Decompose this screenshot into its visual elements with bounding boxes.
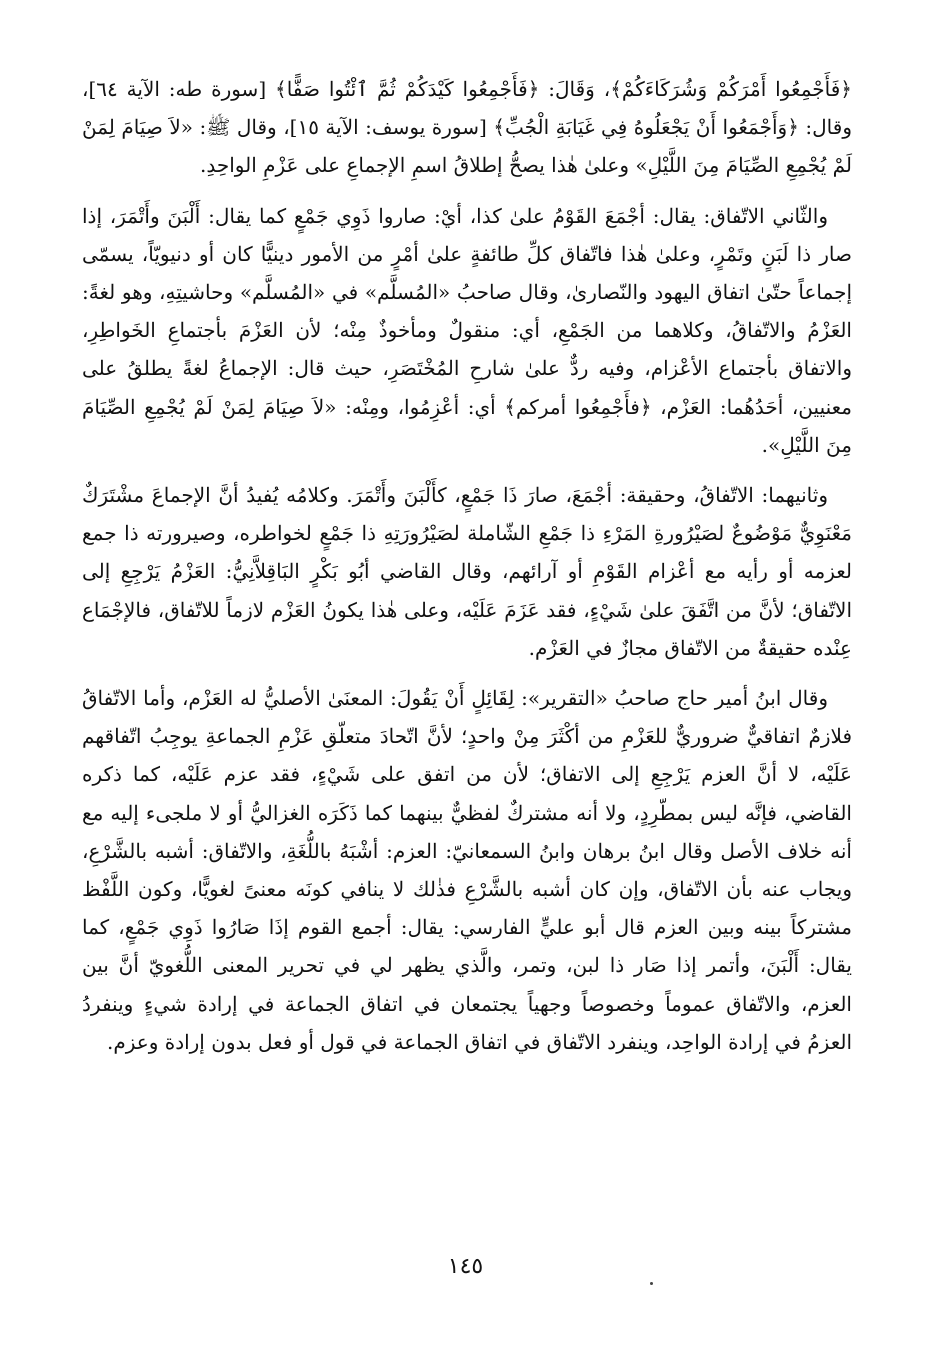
paragraph-1: ﴿فَأَجْمِعُوا أَمْرَكُمْ وَشُرَكَاءَكُمْ﴾، وَقَالَ: ﴿فَأَجْمِعُوا كَيْدَكُمْ ثُمَّ ٱئْتُوا صَفًّا﴾ [سورة طه: الآية ٦٤]، وقال: ﴿وَأَجْمَعُوا أَنْ يَجْعَلُوهُ فِي غَيَابَةِ الْجُبِّ﴾ [سورة يوسف: الآية ١٥]، وقال ﷺ: «لاَ صِيَامَ لِمَنْ لَمْ يُجْمِعِ الصِّيَامَ مِنَ اللَّيْلِ» وعلىٰ هٰذا يصحُّ إطلاقُ اسمِ الإجماعِ على عَزْمِ الواحِدِ. — [82, 77, 852, 178]
page-number: ١٤٥ — [447, 1254, 484, 1279]
paragraph-3: وثانيهما: الاتّفاقُ، وحقيقة: أجْمَعَ، صارَ ذَا جَمْعٍ، كأَلْبَنَ وأَتْمَرَ. وكلامُه يُفيدُ أنَّ الإجماعَ مشْتَرَكٌ مَعْنَوِيٌّ مَوْضُوعٌ لصَيْرُورةِ المَرْءِ ذا جَمْعِ الشّاملة لصَيْرُورَتِهِ ذا جَمْعٍ لخواطره، وصيرورته ذا جمع لعزمه أو رأيه مع أعْزام القَوْمِ أو آرائهم، وقال القاضي أبُو بَكْرٍ البَاقِلاَّنِيُّ: العَزْمُ يَرْجِعِ إلى الاتّفاق؛ لأنَّ من اتَّفَقَ علىٰ شَيْءٍ، فقد عَزَمَ عَلَيْه، وعلى هٰذا يكونُ العَزْم لازماً للاتّفاق، فالإجْمَاع عِنْده حقيقةٌ من الاتّفاق مجازٌ في العَزْم. — [82, 483, 852, 660]
scan-dot — [650, 1282, 653, 1285]
paragraph-4: وقال ابنُ أمير حاج صاحبُ «التقرير»: لِقَائِلٍ أَنْ يَقُولَ: المعنَىٰ الأصليُّ له العَزْم، وأما الاتّفاقُ فلازمٌ اتفاقيٌّ ضروريٌّ للعَزْمِ من أكْثَرَ مِنْ واحدٍ؛ لأنَّ اتّحادَ متعلّقِ عَزْمِ الجماعةِ يوجِبُ اتّفاقهم عَلَيْه، لا أنَّ العزم يَرْجِعِ إلى الاتفاق؛ لأن من اتفق على شَيْءٍ، فقد عزم عَلَيْه، كما ذكره القاضي، فإنَّه ليس بمطّرِدٍ، ولا أنه مشتركٌ لفظيٌّ بينهما كما ذَكَرَه الغزاليُّ أو لا ملجىء إليه مع أنه خلاف الأصل وقال ابنُ برهان وابنُ السمعانيّ: العزم: أشْبَهُ باللُّغَةِ، والاتّفاق: أشبه بالشَّرْعِ، ويجاب عنه بأن الاتّفاق، وإن كان أشبه بالشَّرْعِ فذٰلك لا ينافي كونَه معنىً لغويًّا، وكون اللَّفْظ مشتركاً بينه وبين العزم قال أبو عليٍّ الفارسي: يقال: أجمع القوم إذَا صَارُوا ذَوِي جَمْعٍ، كما يقال: أَلْبَنَ، وأتمر إذا صَار ذا لبن، وتمر، والَّذي يظهر لي في تحرير المعنى اللُّغويّ أنَّ بين العزم، والاتّفاق عموماً وخصوصاً وجهياً يجتمعان في اتفاق الجماعة في إرادة شيءٍ وينفردُ العزمُ في إرادة الواحِد، وينفرد الاتّفاق في اتفاق الجماعة في قول أو فعل بدون إرادة وعزم. — [82, 686, 852, 1054]
paragraph-2: والثّاني الاتّفاق: يقال: أجْمَعَ القَوْمُ علىٰ كذا، أيْ: صاروا ذَوِي جَمْعٍ كما يقال: أَلْبَنَ وأَتْمَرَ، إذا صار ذا لَبَنٍ وتَمْرٍ، وعلىٰ هٰذا فاتّفاق كلِّ طائفةٍ علىٰ أمْرٍ من الأمور دينيًّا كان أو دنيويّاً، يسمّى إجماعاً حتّىٰ اتفاق اليهود والنّصارىٰ، وقال صاحبُ «المُسلَّم» في «المُسلَّم» وحاشيتِهِ، وهو لغةً: العَزْمُ والاتّفاقُ، وكلاهما من الجَمْعِ، أي: منقولٌ ومأخوذٌ مِنْه؛ لأن العَزْمَ بأجتماعِ الخَواطِرِ، والاتفاق بأجتماع الأعْزام، وفيه ردٌّ علىٰ شارحِ المُخْتَصَرِ، حيث قال: الإجماعُ لغةً يطلقُ على معنيين، أحَدُهُما: العَزْم، ﴿فأَجْمِعُوا أمركم﴾ أي: أعْزِمُوا، ومِنْه: «لاَ صِيَامَ لِمَنْ لَمْ يُجْمِعِ الصِّيَامَ مِنَ اللَّيْلِ». — [82, 203, 852, 457]
body-text — [82, 70, 852, 1061]
